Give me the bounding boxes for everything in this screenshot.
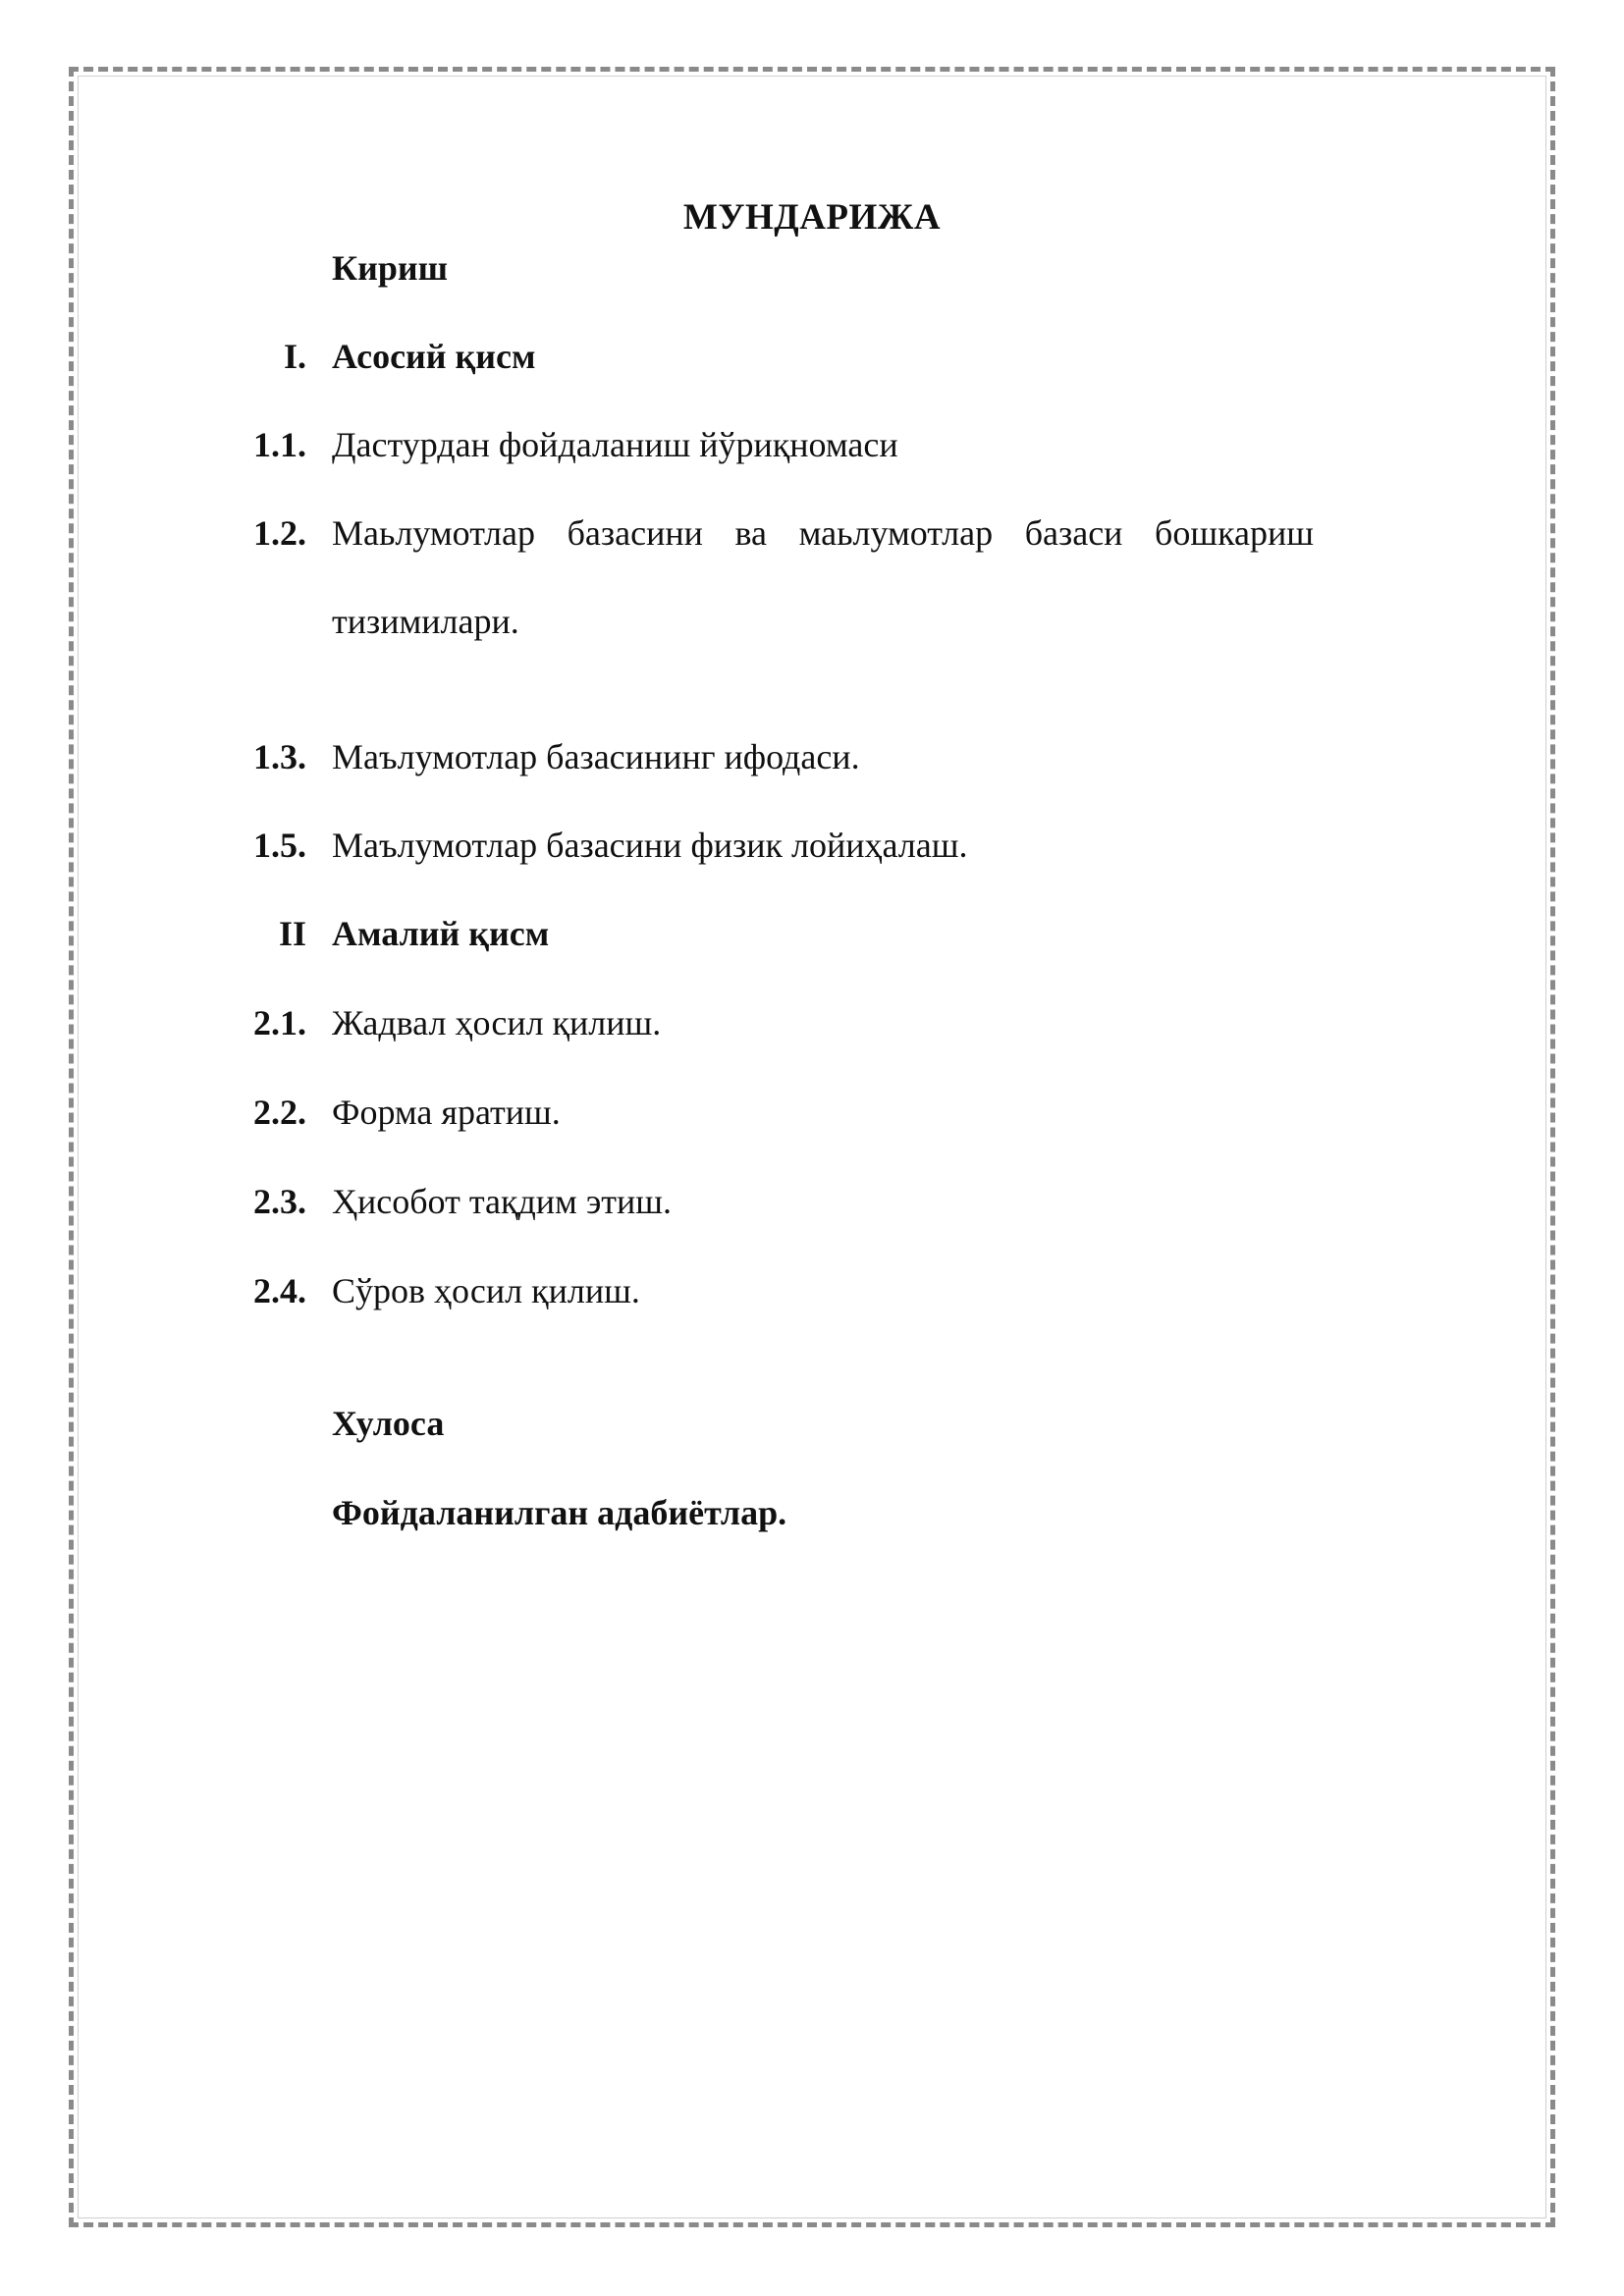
toc-entry-text: Сўров ҳосил қилиш. bbox=[332, 1271, 640, 1310]
toc-entry-number: 1.3. bbox=[253, 737, 306, 776]
toc-entry-text: Форма яратиш. bbox=[332, 1093, 561, 1132]
toc-entry-2-3 bbox=[0, 1177, 1624, 1226]
toc-entry-1-2 bbox=[0, 508, 1624, 558]
toc-entry-1-2-continued bbox=[0, 597, 1624, 646]
toc-entry-2-4 bbox=[0, 1266, 1624, 1315]
page-border bbox=[69, 67, 1555, 2227]
toc-entry-text: тизимилари. bbox=[332, 602, 519, 641]
toc-entry-text: Асосий қисм bbox=[332, 337, 536, 376]
toc-entry-number: 2.4. bbox=[253, 1271, 306, 1310]
toc-entry-text: Хулоса bbox=[332, 1404, 445, 1443]
toc-entry-text: Жадвал ҳосил қилиш. bbox=[332, 1003, 662, 1042]
toc-entry-2-1 bbox=[0, 998, 1624, 1047]
toc-entry-number: I. bbox=[283, 337, 306, 376]
toc-entry-1-1 bbox=[0, 420, 1624, 469]
toc-entry-number: 1.1. bbox=[253, 425, 306, 464]
toc-entry-intro bbox=[0, 243, 1624, 293]
toc-entry-text: Кириш bbox=[332, 248, 449, 288]
toc-entry-text: Фойдаланилган адабиётлар. bbox=[332, 1493, 787, 1532]
toc-entry-number: 2.2. bbox=[253, 1093, 306, 1132]
toc-entry-text: Амалий қисм bbox=[332, 914, 550, 953]
page-title: МУНДАРИЖА bbox=[682, 197, 942, 238]
toc-entry-number: 2.1. bbox=[253, 1003, 306, 1042]
toc-entry-references bbox=[0, 1488, 1624, 1537]
toc-entry-number: 2.3. bbox=[253, 1182, 306, 1221]
toc-entry-2-2 bbox=[0, 1088, 1624, 1137]
toc-entry-conclusion bbox=[0, 1399, 1624, 1448]
toc-entry-part-1 bbox=[0, 332, 1624, 381]
toc-entry-text: Маълумотлар базасининг ифодаси. bbox=[332, 737, 860, 776]
toc-entry-text: Маълумотлар базасини физик лойиҳалаш. bbox=[332, 826, 968, 865]
toc-entry-text: Дастурдан фойдаланиш йўриқномаси bbox=[332, 425, 898, 464]
toc-entry-text: Ҳисобот тақдим этиш. bbox=[332, 1182, 672, 1221]
toc-entry-number: 1.5. bbox=[253, 826, 306, 865]
toc-entry-text: Маьлумотлар базасини ва маьлумотлар базаси бошкариш bbox=[332, 513, 1314, 553]
toc-entry-number: 1.2. bbox=[253, 513, 306, 553]
toc-entry-part-2 bbox=[0, 909, 1624, 958]
toc-entry-1-5 bbox=[0, 821, 1624, 870]
toc-entry-number: II bbox=[278, 914, 306, 953]
toc-entry-1-3 bbox=[0, 732, 1624, 781]
